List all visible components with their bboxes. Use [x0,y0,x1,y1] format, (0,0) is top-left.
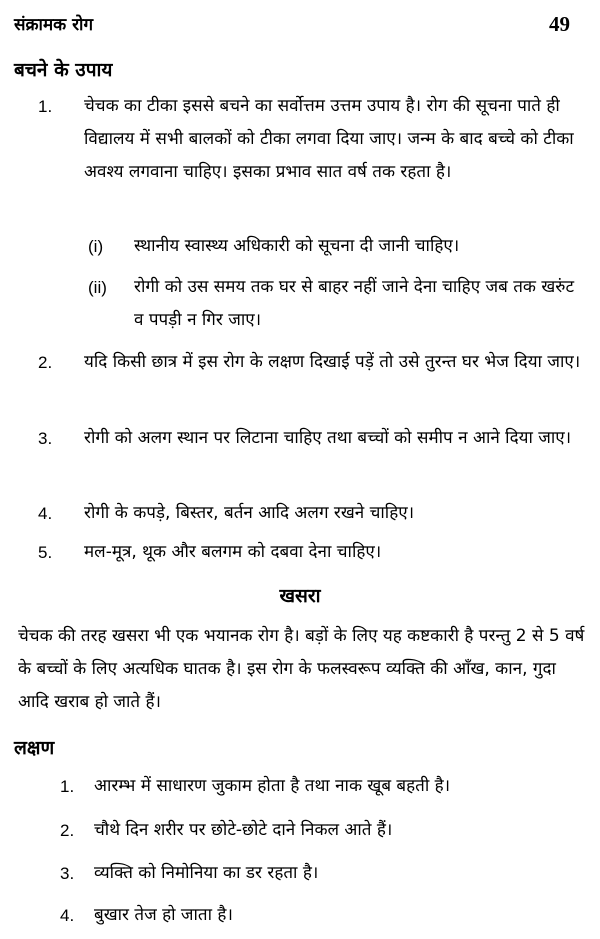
list-item-number: 2. [60,821,75,840]
list-item-number: 3. [38,429,53,448]
list-item [38,346,590,379]
list-item-text: मल-मूत्र, थूक और बलगम को दबवा देना चाहिए। [84,542,382,562]
list-item-text: व्यक्ति को निमोनिया का डर रहता है। [94,863,319,883]
sub-item-text: स्थानीय स्वास्थ्य अधिकारी को सूचना दी जानी चाहिए। [134,236,460,256]
section-heading-measles: खसरा [279,585,321,607]
list-item [38,422,590,455]
list-item-number: 2. [38,353,53,372]
section-heading-prevention: बचने के उपाय [14,59,113,81]
list-item-number: 3. [60,864,75,883]
list-item-text: चेचक का टीका इससे बचने का सर्वोत्तम उत्तम उपाय है। रोग की सूचना पाते ही विद्यालय में सभी बालकों को टीका लगवा दिया जाए। जन्म के बाद बच्चे को टीका अवश्य लगवाना चाहिए। इसका प्रभाव सात वर्ष तक रहता है। [84,96,574,182]
list-item-number: 4. [38,504,53,523]
list-item-text: बुखार तेज हो जाता है। [94,905,233,925]
measles-paragraph: चेचक की तरह खसरा भी एक भयानक रोग है। बड़ों के लिए यह कष्टकारी है परन्तु 2 से 5 वर्ष के बच्चों के लिए अत्यधिक घातक है। इस रोग के फलस्वरूप व्यक्ति की आँख, कान, गुदा आदि खराब हो जाते हैं। [18,626,585,712]
list-item-text: चौथे दिन शरीर पर छोटे-छोटे दाने निकल आते हैं। [94,820,393,840]
sub-item-number: (i) [88,237,104,256]
page-number: 49 [549,12,570,36]
sub-list-item [88,230,588,263]
list-item [38,90,590,189]
list-item [60,857,590,890]
list-item [60,770,590,803]
sub-item-number: (ii) [88,278,107,297]
section-heading-symptoms: लक्षण [14,737,55,759]
list-item-number: 4. [60,906,75,925]
list-item [38,536,590,569]
list-item-text: आरम्भ में साधारण जुकाम होता है तथा नाक खूब बहती है। [94,776,451,796]
sub-list-item [88,271,588,337]
list-item-text: रोगी के कपड़े, बिस्तर, बर्तन आदि अलग रखने चाहिए। [84,503,415,523]
list-item-number: 1. [60,777,75,796]
sub-item-text: रोगी को उस समय तक घर से बाहर नहीं जाने देना चाहिए जब तक खरुंट व पपड़ी न गिर जाए। [134,277,575,330]
running-head: संक्रामक रोग [14,15,94,35]
list-item-text: यदि किसी छात्र में इस रोग के लक्षण दिखाई पड़ें तो उसे तुरन्त घर भेज दिया जाए। [84,352,581,372]
list-item-number: 5. [38,543,53,562]
list-item-number: 1. [38,97,53,116]
list-item [60,899,590,932]
list-item [38,497,590,530]
list-item-text: रोगी को अलग स्थान पर लिटाना चाहिए तथा बच्चों को समीप न आने दिया जाए। [84,428,572,448]
list-item [60,814,590,847]
